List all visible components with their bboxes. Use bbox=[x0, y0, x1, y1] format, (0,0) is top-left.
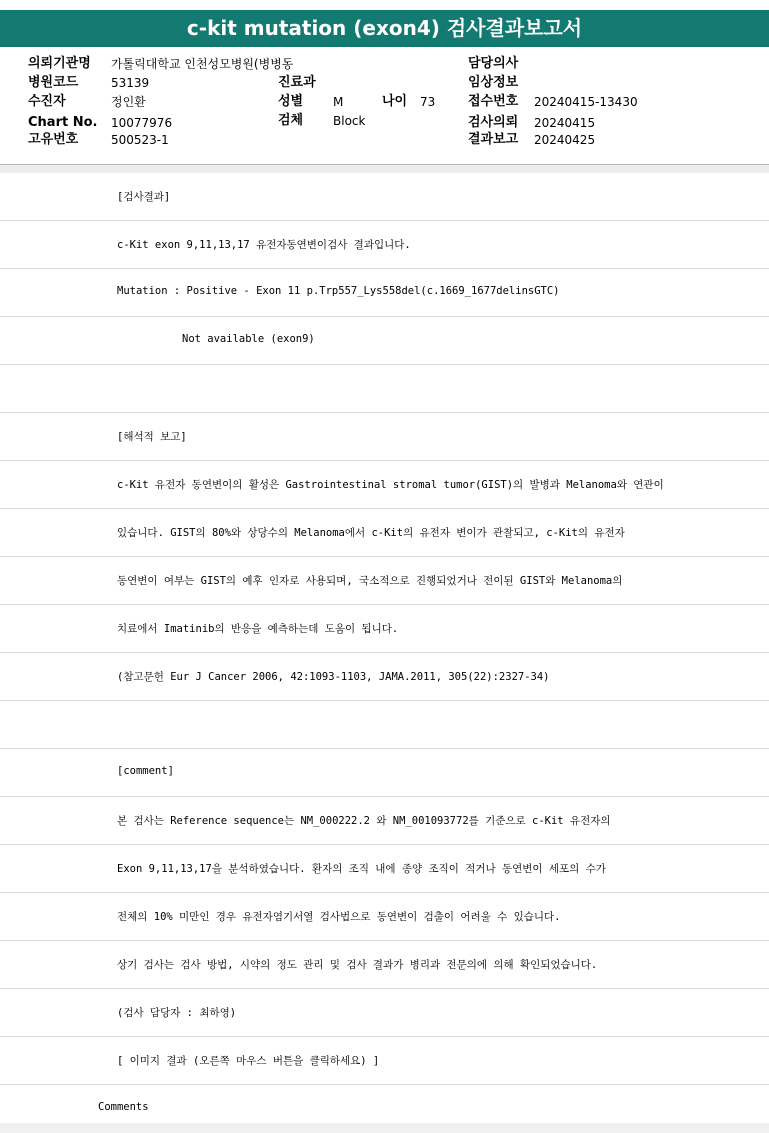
report-line: [comment] bbox=[117, 765, 174, 777]
top-margin bbox=[0, 0, 769, 10]
report-line: (검사 담당자 : 최하영) bbox=[117, 1007, 237, 1019]
patient-value: 정인환 bbox=[111, 95, 146, 109]
report-title: c-kit mutation (exon4) 검사결과보고서 bbox=[0, 10, 769, 47]
report-row bbox=[0, 221, 769, 269]
result-date-value: 20240425 bbox=[534, 133, 596, 147]
report-line: Mutation : Positive - Exon 11 p.Trp557_Lys558del(c.1669_1677delinsGTC) bbox=[117, 285, 560, 297]
department-label: 진료과 bbox=[278, 75, 316, 90]
report-row bbox=[0, 845, 769, 893]
unique-id-label: 고유번호 bbox=[28, 132, 79, 147]
hospital-code-value: 53139 bbox=[111, 76, 150, 90]
chart-no-value: 10077976 bbox=[111, 116, 173, 130]
clinical-info-label: 임상정보 bbox=[468, 75, 519, 90]
report-row bbox=[0, 941, 769, 989]
report-line: 동연변이 여부는 GIST의 예후 인자로 사용되며, 국소적으로 진행되었거나 전이된 GIST와 Melanoma의 bbox=[117, 575, 623, 587]
report-line: 치료에서 Imatinib의 반응을 예측하는데 도움이 됩니다. bbox=[117, 623, 399, 635]
report-row bbox=[0, 653, 769, 701]
report-row bbox=[0, 893, 769, 941]
report-line: 상기 검사는 검사 방법, 시약의 정도 관리 및 검사 결과가 병리과 전문의에 의해 확인되었습니다. bbox=[117, 959, 598, 971]
report-row bbox=[0, 797, 769, 845]
image-result-link[interactable]: [ 이미지 결과 (오른쪽 마우스 버튼을 클릭하세요) ] bbox=[117, 1055, 380, 1067]
hospital-code-label: 병원코드 bbox=[28, 75, 79, 90]
report-line: [해석적 보고] bbox=[117, 431, 187, 443]
report-line: (참고문헌 Eur J Cancer 2006, 42:1093-1103, JAMA.2011, 305(22):2327-34) bbox=[117, 671, 550, 683]
institution-value: 가톨릭대학교 인천성모병원(병병동 bbox=[111, 57, 294, 71]
report-line: [검사결과] bbox=[117, 191, 171, 203]
bottom-band bbox=[0, 1123, 769, 1133]
report-row bbox=[0, 461, 769, 509]
report-row bbox=[0, 701, 769, 749]
age-value: 73 bbox=[420, 95, 436, 109]
report-row bbox=[0, 413, 769, 461]
report-line: 전체의 10% 미만인 경우 유전자염기서열 검사법으로 동연변이 검출이 어려울 수 있습니다. bbox=[117, 911, 561, 923]
request-date-label: 검사의뢰 bbox=[468, 115, 519, 130]
report-row bbox=[0, 509, 769, 557]
report-row bbox=[0, 557, 769, 605]
result-date-label: 결과보고 bbox=[468, 132, 519, 147]
report-row bbox=[0, 989, 769, 1037]
report-row bbox=[0, 749, 769, 797]
doctor-label: 담당의사 bbox=[468, 56, 519, 71]
header-band bbox=[0, 165, 769, 173]
request-date-value: 20240415 bbox=[534, 116, 596, 130]
report-line: Exon 9,11,13,17을 분석하였습니다. 환자의 조직 내에 종양 조직이 적거나 동연변이 세포의 수가 bbox=[117, 863, 606, 875]
report-line: Not available (exon9) bbox=[182, 333, 315, 345]
receipt-no-value: 20240415-13430 bbox=[534, 95, 638, 109]
receipt-no-label: 접수번호 bbox=[468, 94, 519, 109]
unique-id-value: 500523-1 bbox=[111, 133, 169, 147]
report-row bbox=[0, 269, 769, 317]
report-line: 본 검사는 Reference sequence는 NM_000222.2 와 NM_001093772를 기준으로 c-Kit 유전자의 bbox=[117, 815, 611, 827]
report-row bbox=[0, 317, 769, 365]
report-row bbox=[0, 605, 769, 653]
image-result-row[interactable] bbox=[0, 1037, 769, 1085]
age-label: 나이 bbox=[382, 94, 408, 109]
report-line: c-Kit exon 9,11,13,17 유전자동연변이검사 결과입니다. bbox=[117, 239, 411, 251]
sex-label: 성별 bbox=[278, 94, 304, 109]
chart-no-label: Chart No. bbox=[28, 115, 98, 130]
report-line: c-Kit 유전자 동연변이의 활성은 Gastrointestinal stromal tumor(GIST)의 발병과 Melanoma와 연관이 bbox=[117, 479, 664, 491]
institution-label: 의뢰기관명 bbox=[28, 56, 91, 71]
report-line: 있습니다. GIST의 80%와 상당수의 Melanoma에서 c-Kit의 유전자 변이가 관찰되고, c-Kit의 유전자 bbox=[117, 527, 625, 539]
sex-value: M bbox=[333, 95, 344, 109]
report-row bbox=[0, 173, 769, 221]
specimen-label: 검체 bbox=[278, 113, 304, 128]
report-row bbox=[0, 365, 769, 413]
specimen-value: Block bbox=[333, 114, 366, 128]
patient-label: 수진자 bbox=[28, 94, 66, 109]
comments-label: Comments bbox=[98, 1101, 149, 1113]
